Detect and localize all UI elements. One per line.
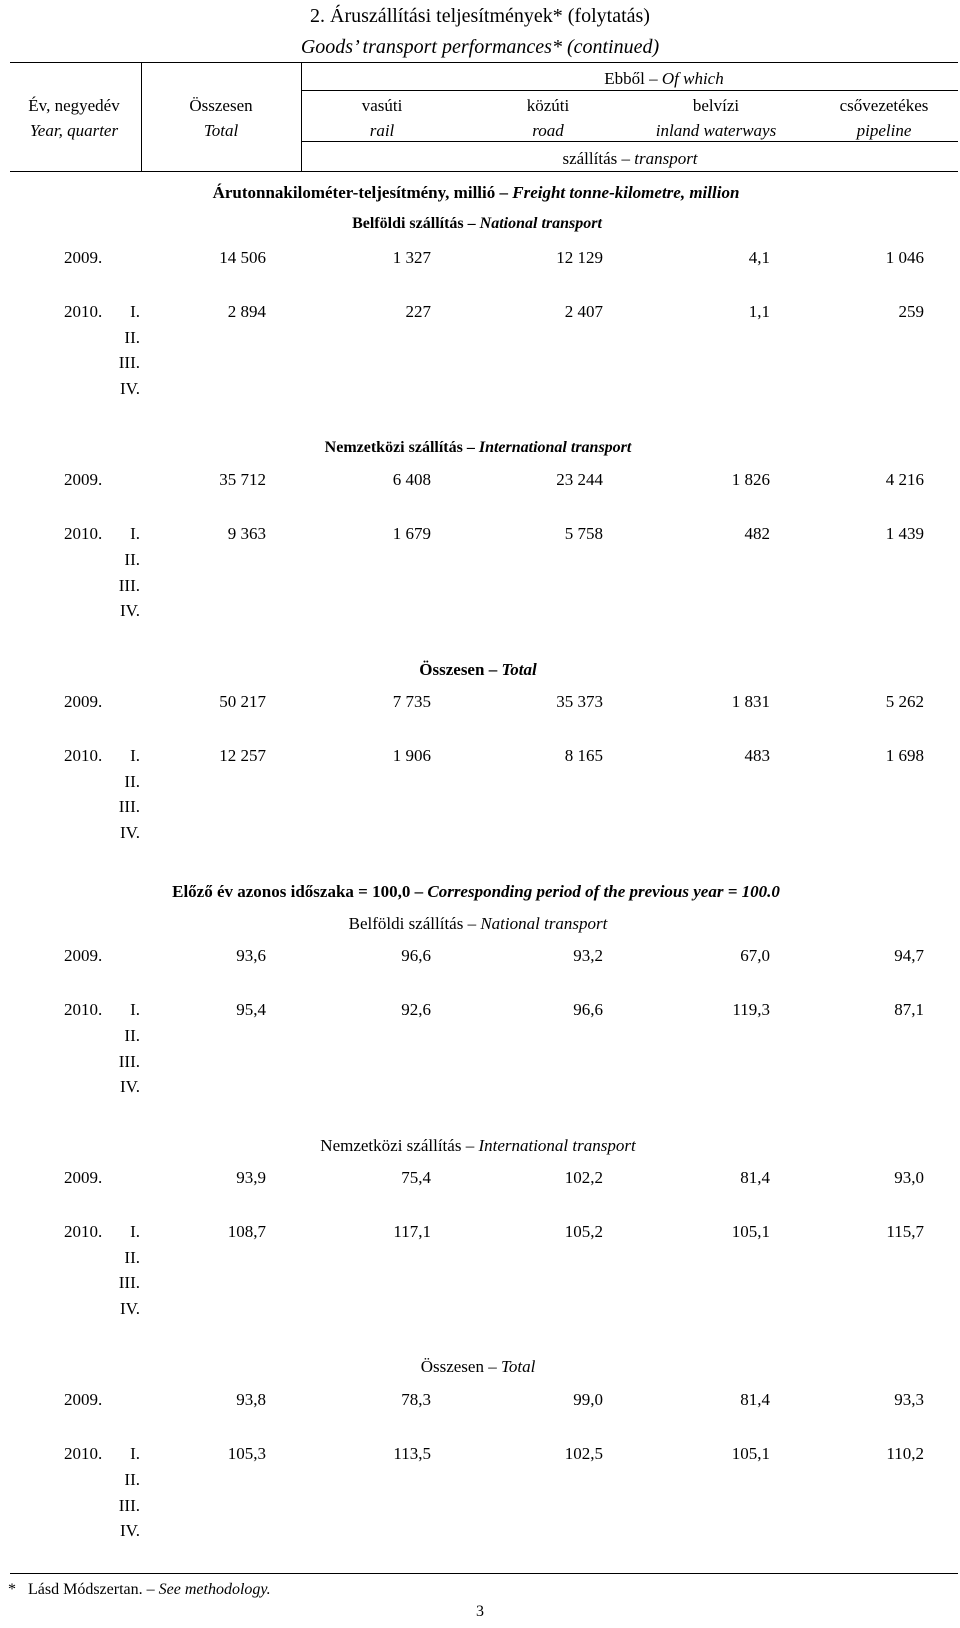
cell-pipeline: 4 216 bbox=[885, 470, 924, 489]
quarter-label: I. bbox=[130, 1222, 140, 1241]
cell-road: 2 407 bbox=[564, 302, 603, 321]
cell-pipeline: 1 046 bbox=[885, 248, 924, 267]
cell-total: 108,7 bbox=[227, 1222, 266, 1241]
pipeline-header-hu: csővezetékes bbox=[839, 96, 929, 115]
cell-road: 102,2 bbox=[564, 1168, 603, 1187]
quarter-label: III. bbox=[118, 576, 140, 595]
of-which-header: Ebből – Of which bbox=[604, 69, 724, 88]
cell-total: 9 363 bbox=[227, 524, 266, 543]
quarter-label: IV. bbox=[120, 1299, 140, 1318]
cell-water: 105,1 bbox=[731, 1222, 770, 1241]
section-total: Összesen – Total bbox=[419, 660, 537, 679]
header-divider-2 bbox=[301, 62, 302, 171]
year-label: 2009. bbox=[64, 946, 103, 965]
section-national-index: Belföldi szállítás – National transport bbox=[348, 914, 608, 933]
cell-rail: 1 906 bbox=[392, 746, 431, 765]
year-label: 2009. bbox=[64, 692, 103, 711]
quarter-label: I. bbox=[130, 1444, 140, 1463]
cell-road: 96,6 bbox=[573, 1000, 603, 1019]
year-label: 2010. bbox=[64, 1000, 103, 1019]
quarter-label: III. bbox=[118, 1496, 140, 1515]
cell-pipeline: 1 439 bbox=[885, 524, 924, 543]
cell-rail: 227 bbox=[405, 302, 431, 321]
water-header-en: inland waterways bbox=[655, 121, 777, 140]
unit-line: Árutonnakilométer-teljesítmény, millió – Freight tonne-kilometre, million bbox=[212, 183, 740, 202]
page-number: 3 bbox=[476, 1603, 484, 1620]
cell-total: 12 257 bbox=[219, 746, 266, 765]
transport-header: szállítás – transport bbox=[562, 149, 698, 168]
cell-road: 5 758 bbox=[564, 524, 603, 543]
cell-rail: 96,6 bbox=[401, 946, 431, 965]
pipeline-header-en: pipeline bbox=[856, 121, 912, 140]
year-label: 2009. bbox=[64, 248, 103, 267]
quarter-label: IV. bbox=[120, 601, 140, 620]
section-international: Nemzetközi szállítás – International transport bbox=[324, 439, 632, 456]
cell-pipeline: 87,1 bbox=[894, 1000, 924, 1019]
quarter-label: I. bbox=[130, 524, 140, 543]
footnote: * Lásd Módszertan. – See methodology. bbox=[8, 1581, 271, 1598]
footer-rule bbox=[10, 1573, 958, 1574]
quarter-label: II. bbox=[124, 1026, 140, 1045]
year-label: 2010. bbox=[64, 302, 103, 321]
quarter-label: IV. bbox=[120, 823, 140, 842]
page-subtitle: Goods’ transport performances* (continued) bbox=[300, 36, 660, 58]
cell-rail: 7 735 bbox=[392, 692, 431, 711]
road-header-en: road bbox=[532, 121, 564, 140]
quarter-label: IV. bbox=[120, 1521, 140, 1540]
cell-road: 35 373 bbox=[556, 692, 603, 711]
quarter-label: I. bbox=[130, 1000, 140, 1019]
cell-pipeline: 5 262 bbox=[885, 692, 924, 711]
cell-road: 23 244 bbox=[556, 470, 603, 489]
cell-water: 482 bbox=[744, 524, 770, 543]
year-label: 2010. bbox=[64, 524, 103, 543]
quarter-label: III. bbox=[118, 797, 140, 816]
cell-water: 4,1 bbox=[748, 248, 770, 267]
cell-road: 93,2 bbox=[573, 946, 603, 965]
cell-water: 105,1 bbox=[731, 1444, 770, 1463]
quarter-label: II. bbox=[124, 550, 140, 569]
cell-pipeline: 93,0 bbox=[894, 1168, 924, 1187]
year-label: 2010. bbox=[64, 1222, 103, 1241]
page-title: 2. Áruszállítási teljesítmények* (folytatás) bbox=[310, 5, 650, 27]
cell-total: 14 506 bbox=[219, 248, 266, 267]
transport-rule bbox=[301, 141, 958, 142]
total-header-en: Total bbox=[203, 121, 239, 140]
quarter-label: III. bbox=[118, 353, 140, 372]
cell-water: 1 826 bbox=[731, 470, 770, 489]
quarter-label: II. bbox=[124, 772, 140, 791]
quarter-label: II. bbox=[124, 1248, 140, 1267]
quarter-label: I. bbox=[130, 302, 140, 321]
quarter-label: III. bbox=[118, 1273, 140, 1292]
year-label: 2010. bbox=[64, 746, 103, 765]
year-quarter-header-hu: Év, negyedév bbox=[28, 96, 120, 115]
cell-pipeline: 259 bbox=[898, 302, 924, 321]
cell-rail: 6 408 bbox=[392, 470, 431, 489]
cell-road: 102,5 bbox=[564, 1444, 603, 1463]
cell-road: 99,0 bbox=[573, 1390, 603, 1409]
rail-header-hu: vasúti bbox=[361, 96, 403, 115]
header-top-rule bbox=[10, 62, 958, 63]
cell-pipeline: 1 698 bbox=[885, 746, 924, 765]
cell-road: 12 129 bbox=[556, 248, 603, 267]
cell-rail: 92,6 bbox=[401, 1000, 431, 1019]
cell-rail: 1 679 bbox=[392, 524, 431, 543]
cell-water: 67,0 bbox=[740, 946, 770, 965]
of-which-rule bbox=[301, 90, 958, 91]
cell-total: 2 894 bbox=[227, 302, 266, 321]
cell-road: 8 165 bbox=[564, 746, 603, 765]
cell-rail: 117,1 bbox=[393, 1222, 431, 1241]
cell-water: 81,4 bbox=[740, 1168, 770, 1187]
header-bottom-rule bbox=[10, 171, 958, 172]
quarter-label: III. bbox=[118, 1052, 140, 1071]
section-index: Előző év azonos időszaka = 100,0 – Corresponding period of the previous year = 100.0 bbox=[172, 882, 780, 901]
water-header-hu: belvízi bbox=[692, 96, 740, 115]
cell-water: 1 831 bbox=[731, 692, 770, 711]
cell-total: 50 217 bbox=[219, 692, 266, 711]
year-label: 2009. bbox=[64, 1168, 103, 1187]
cell-total: 35 712 bbox=[219, 470, 266, 489]
quarter-label: II. bbox=[124, 328, 140, 347]
cell-total: 95,4 bbox=[236, 1000, 266, 1019]
cell-water: 483 bbox=[744, 746, 770, 765]
section-international-index: Nemzetközi szállítás – International transport bbox=[320, 1136, 636, 1155]
cell-water: 119,3 bbox=[732, 1000, 770, 1019]
year-label: 2009. bbox=[64, 470, 103, 489]
quarter-label: I. bbox=[130, 746, 140, 765]
cell-pipeline: 110,2 bbox=[886, 1444, 924, 1463]
cell-water: 81,4 bbox=[740, 1390, 770, 1409]
cell-rail: 78,3 bbox=[401, 1390, 431, 1409]
cell-total: 105,3 bbox=[227, 1444, 266, 1463]
quarter-label: IV. bbox=[120, 1077, 140, 1096]
cell-total: 93,8 bbox=[236, 1390, 266, 1409]
section-total-index: Összesen – Total bbox=[420, 1357, 536, 1376]
cell-rail: 75,4 bbox=[401, 1168, 431, 1187]
section-national: Belföldi szállítás – National transport bbox=[352, 215, 602, 232]
cell-pipeline: 115,7 bbox=[886, 1222, 924, 1241]
cell-rail: 1 327 bbox=[392, 248, 431, 267]
rail-header-en: rail bbox=[369, 121, 395, 140]
cell-pipeline: 94,7 bbox=[894, 946, 924, 965]
cell-rail: 113,5 bbox=[393, 1444, 431, 1463]
year-label: 2009. bbox=[64, 1390, 103, 1409]
cell-total: 93,9 bbox=[236, 1168, 266, 1187]
cell-total: 93,6 bbox=[236, 946, 266, 965]
year-quarter-header-en: Year, quarter bbox=[29, 121, 119, 140]
cell-water: 1,1 bbox=[748, 302, 770, 321]
cell-pipeline: 93,3 bbox=[894, 1390, 924, 1409]
quarter-label: IV. bbox=[120, 379, 140, 398]
year-label: 2010. bbox=[64, 1444, 103, 1463]
total-header-hu: Összesen bbox=[189, 96, 253, 115]
quarter-label: II. bbox=[124, 1470, 140, 1489]
road-header-hu: közúti bbox=[526, 96, 570, 115]
header-divider-1 bbox=[141, 62, 142, 171]
cell-road: 105,2 bbox=[564, 1222, 603, 1241]
